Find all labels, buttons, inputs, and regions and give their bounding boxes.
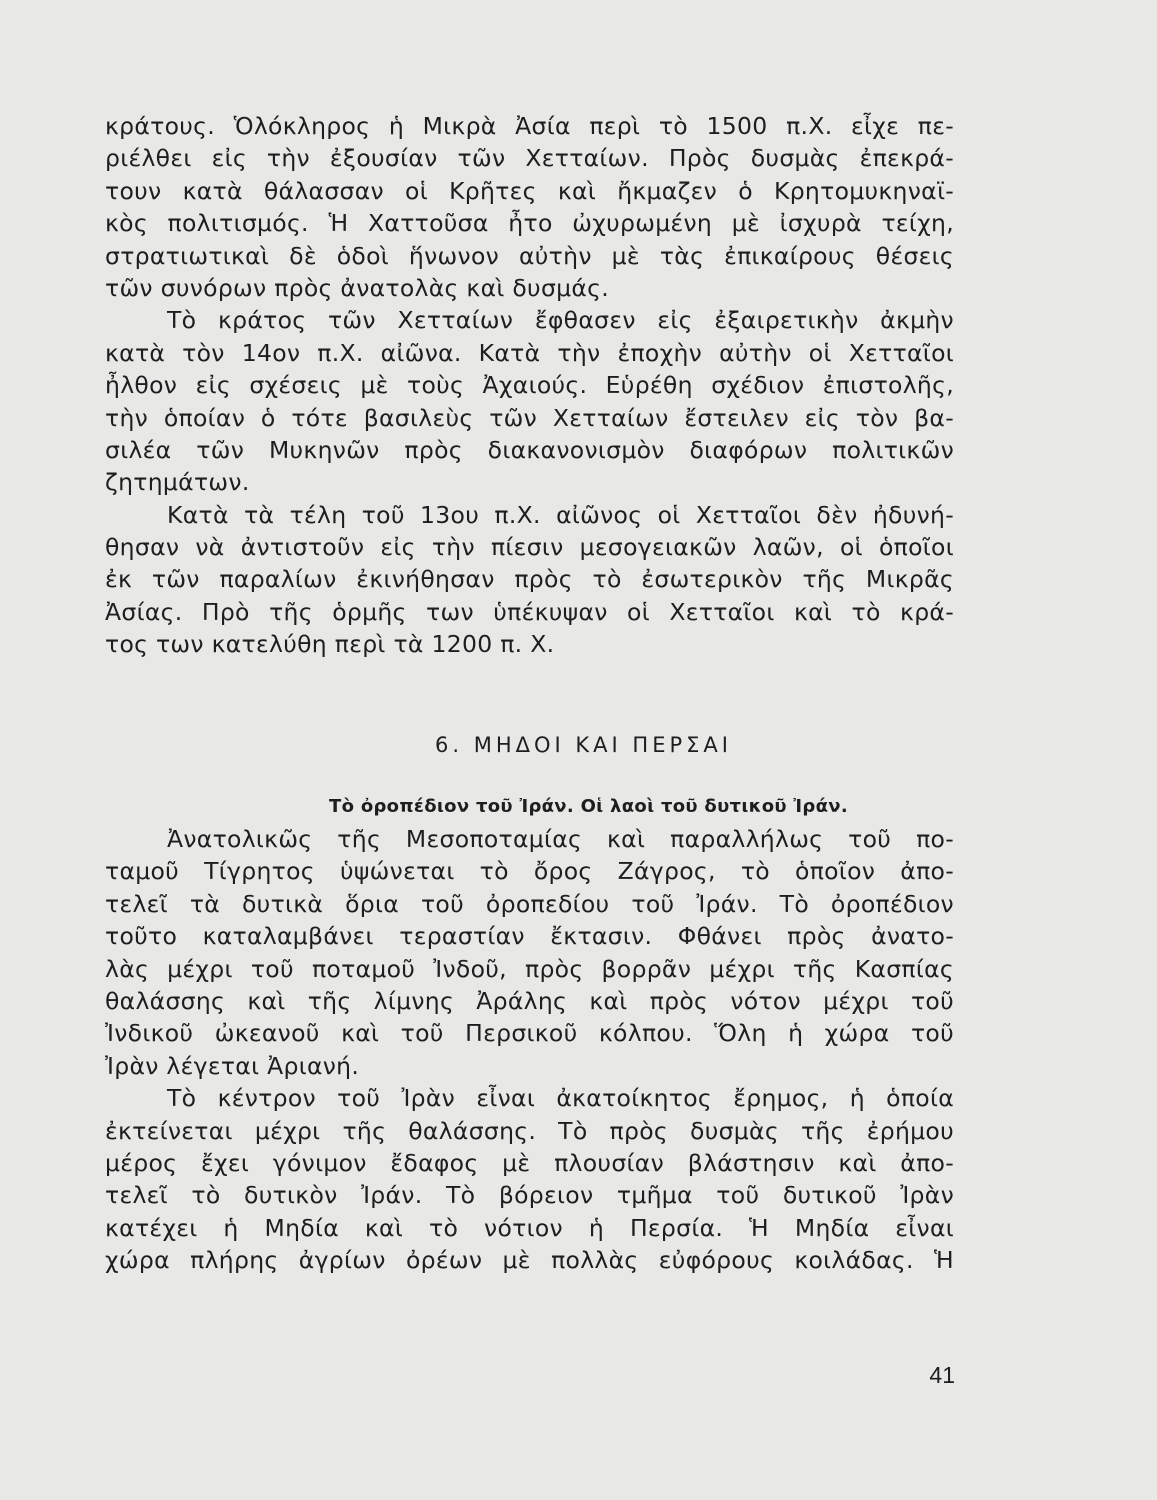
text-line: χώρα πλήρης ἀγρίων ὀρέων μὲ πολλὰς εὐφόρους κοιλάδας. Ἡ	[105, 1246, 954, 1275]
text-line: κατὰ τὸν 14ον π.Χ. αἰῶνα. Κατὰ τὴν ἐποχὴν αὐτὴν οἱ Χετταῖοι	[105, 338, 954, 367]
text-line: μέρος ἔχει γόνιμον ἔδαφος μὲ πλουσίαν βλάστησιν καὶ ἀπο-	[105, 1148, 954, 1177]
text-line: θαλάσσης καὶ τῆς λίμνης Ἀράλης καὶ πρὸς νότον μέχρι τοῦ	[105, 986, 954, 1015]
text-line: τος των κατελύθη περὶ τὰ 1200 π. Χ.	[105, 630, 555, 659]
text-line: τελεῖ τὰ δυτικὰ ὅρια τοῦ ὀροπεδίου τοῦ Ἰράν. Τὸ ὀροπέδιον	[105, 889, 954, 918]
text-line: ριέλθει εἰς τὴν ἐξουσίαν τῶν Χετταίων. Πρὸς δυσμὰς ἐπεκρά-	[105, 144, 954, 173]
text-line: Ἰρὰν λέγεται Ἀριανή.	[105, 1051, 360, 1080]
text-line: κατέχει ἡ Μηδία καὶ τὸ νότιον ἡ Περσία. Ἡ Μηδία εἶναι	[105, 1213, 954, 1242]
text-block-hittites	[105, 110, 954, 661]
text-line: σιλέα τῶν Μυκηνῶν πρὸς διακανονισμὸν διαφόρων πολιτικῶν	[105, 435, 954, 464]
text-line: ἐκ τῶν παραλίων ἐκινήθησαν πρὸς τὸ ἐσωτερικὸν τῆς Μικρᾶς	[105, 565, 954, 594]
section-heading: 6. ΜΗΔΟΙ ΚΑΙ ΠΕΡΣΑΙ	[435, 733, 732, 757]
text-line: ἦλθον εἰς σχέσεις μὲ τοὺς Ἀχαιούς. Εὑρέθη σχέδιον ἐπιστολῆς,	[105, 371, 954, 400]
text-line: κράτους. Ὁλόκληρος ἡ Μικρὰ Ἀσία περὶ τὸ 1500 π.Χ. εἶχε πε-	[105, 112, 954, 140]
text-line: ἐκτείνεται μέχρι τῆς θαλάσσης. Τὸ πρὸς δυσμὰς τῆς ἐρήμου	[105, 1116, 954, 1145]
text-line: τοῦτο καταλαμβάνει τεραστίαν ἔκτασιν. Φθάνει πρὸς ἀνατο-	[105, 922, 954, 951]
text-line: τῶν συνόρων πρὸς ἀνατολὰς καὶ δυσμάς.	[105, 273, 610, 302]
text-line: θησαν νὰ ἀντιστοῦν εἰς τὴν πίεσιν μεσογειακῶν λαῶν, οἱ ὁποῖοι	[105, 533, 954, 562]
section-subheading: Τὸ ὀροπέδιον τοῦ Ἰράν. Οἱ λαοὶ τοῦ δυτικοῦ Ἰράν.	[329, 796, 848, 817]
text-line: λὰς μέχρι τοῦ ποταμοῦ Ἰνδοῦ, πρὸς βορρᾶν μέχρι τῆς Κασπίας	[105, 954, 954, 983]
text-block-iran	[105, 823, 954, 1276]
text-line: στρατιωτικαὶ δὲ ὁδοὶ ἥνωνον αὐτὴν μὲ τὰς ἐπικαίρους θέσεις	[105, 241, 954, 270]
text-line: Κατὰ τὰ τέλη τοῦ 13ου π.Χ. αἰῶνος οἱ Χετταῖοι δὲν ἠδυνή-	[167, 500, 954, 529]
text-line: Ἀσίας. Πρὸ τῆς ὁρμῆς των ὑπέκυψαν οἱ Χετταῖοι καὶ τὸ κρά-	[105, 597, 954, 626]
text-line: κὸς πολιτισμός. Ἡ Χαττοῦσα ἦτο ὠχυρωμένη μὲ ἰσχυρὰ τείχη,	[105, 209, 954, 238]
text-line: ταμοῦ Τίγρητος ὑψώνεται τὸ ὄρος Ζάγρος, τὸ ὁποῖον ἀπο-	[105, 857, 954, 886]
text-line: τὴν ὁποίαν ὁ τότε βασιλεὺς τῶν Χετταίων ἔστειλεν εἰς τὸν βα-	[105, 403, 954, 432]
text-line: τουν κατὰ θάλασσαν οἱ Κρῆτες καὶ ἤκμαζεν ὁ Κρητομυκηναϊ-	[105, 176, 954, 205]
text-line: Τὸ κέντρον τοῦ Ἰρὰν εἶναι ἀκατοίκητος ἔρημος, ἡ ὁποία	[167, 1084, 954, 1113]
page-number: 41	[929, 1362, 955, 1388]
text-line: τελεῖ τὸ δυτικὸν Ἰράν. Τὸ βόρειον τμῆμα τοῦ δυτικοῦ Ἰρὰν	[105, 1181, 954, 1210]
text-line: Ἀνατολικῶς τῆς Μεσοποταμίας καὶ παραλλήλως τοῦ πο-	[167, 825, 954, 853]
text-line: Ἰνδικοῦ ὠκεανοῦ καὶ τοῦ Περσικοῦ κόλπου. Ὅλη ἡ χώρα τοῦ	[105, 1019, 954, 1048]
text-line: Τὸ κράτος τῶν Χετταίων ἔφθασεν εἰς ἐξαιρετικὴν ἀκμὴν	[167, 306, 954, 335]
text-line: ζητημάτων.	[105, 468, 250, 497]
